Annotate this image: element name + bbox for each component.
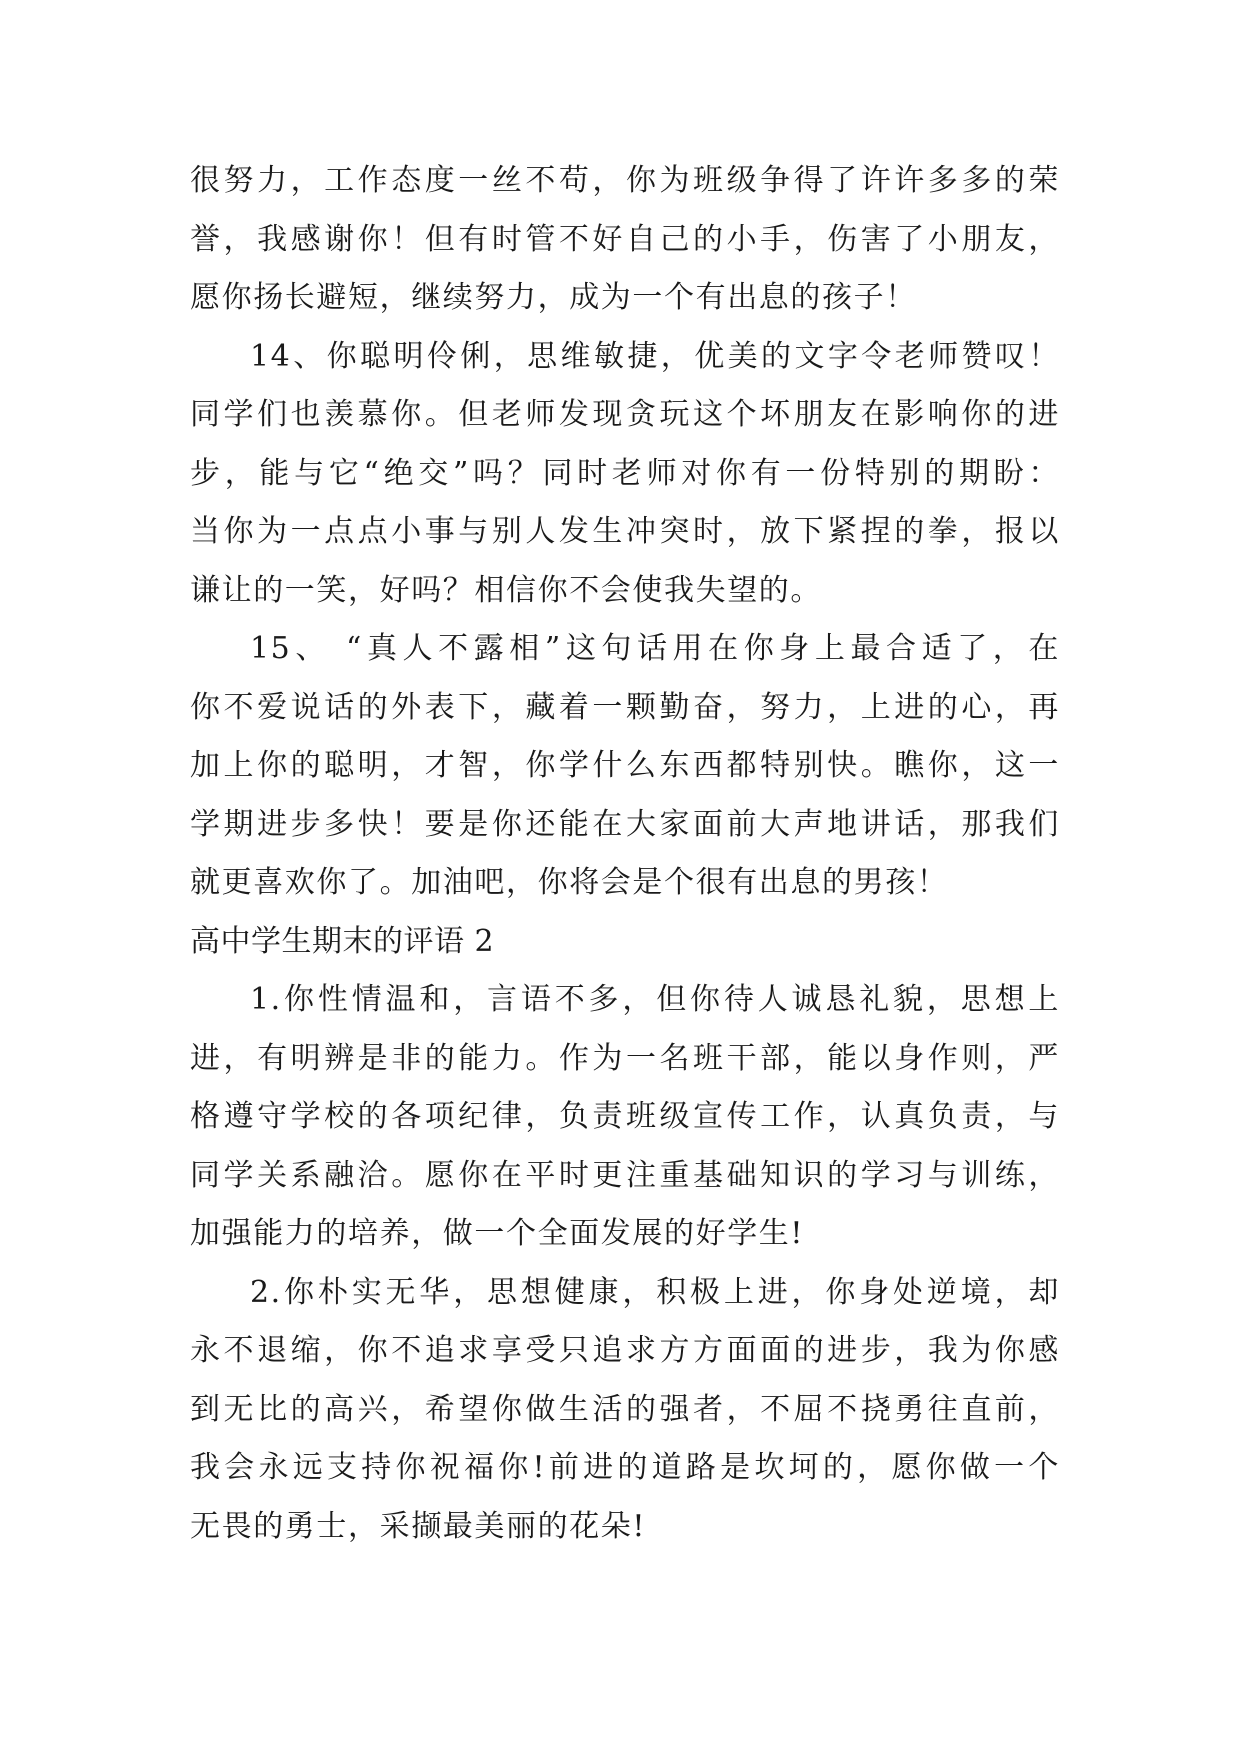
- text-line: 到无比的高兴，希望你做生活的强者，不屈不挠勇往直前，: [190, 1391, 1060, 1427]
- text-line: 同学关系融洽。愿你在平时更注重基础知识的学习与训练，: [190, 1157, 1060, 1193]
- text-line: 2.你朴实无华，思想健康，积极上进，你身处逆境，却: [250, 1274, 1060, 1310]
- text-line: 愿你扬长避短，继续努力，成为一个有出息的孩子！: [190, 280, 917, 315]
- text-line: 14、你聪明伶俐，思维敏捷，优美的文字令老师赞叹！: [250, 338, 1060, 374]
- document-body: [190, 152, 1060, 1556]
- text-line: 15、 “真人不露相”这句话用在你身上最合适了，在: [250, 631, 1060, 666]
- text-line: 1.你性情温和，言语不多，但你待人诚恳礼貌，思想上: [250, 982, 1060, 1017]
- text-line: 永不退缩，你不追求享受只追求方方面面的进步，我为你感: [190, 1333, 1060, 1368]
- text-line: 步，能与它“绝交”吗？同时老师对你有一份特别的期盼：: [190, 455, 1060, 491]
- text-line: 无畏的勇士，采撷最美丽的花朵!: [190, 1508, 647, 1544]
- text-line: 同学们也羡慕你。但老师发现贪玩这个坏朋友在影响你的进: [190, 397, 1060, 432]
- text-line: 誉，我感谢你！但有时管不好自己的小手，伤害了小朋友，: [190, 221, 1060, 257]
- text-line: 谦让的一笑，好吗？相信你不会使我失望的。: [190, 572, 822, 608]
- text-line: 加上你的聪明，才智，你学什么东西都特别快。瞧你，这一: [190, 748, 1060, 783]
- section-heading: 高中学生期末的评语 2: [190, 923, 495, 959]
- text-line: 进，有明辨是非的能力。作为一名班干部，能以身作则，严: [190, 1040, 1060, 1076]
- text-line: 我会永远支持你祝福你!前进的道路是坎坷的，愿你做一个: [190, 1450, 1060, 1485]
- text-line: 很努力，工作态度一丝不苟，你为班级争得了许许多多的荣: [190, 163, 1060, 198]
- text-line: 当你为一点点小事与别人发生冲突时，放下紧捏的拳，报以: [190, 514, 1060, 549]
- text-line: 就更喜欢你了。加油吧，你将会是个很有出息的男孩！: [190, 865, 949, 900]
- text-line: 你不爱说话的外表下，藏着一颗勤奋，努力，上进的心，再: [190, 689, 1060, 725]
- text-line: 加强能力的培养，做一个全面发展的好学生!: [190, 1216, 805, 1251]
- text-line: 格遵守学校的各项纪律，负责班级宣传工作，认真负责，与: [190, 1099, 1060, 1134]
- text-line: 学期进步多快！要是你还能在大家面前大声地讲话，那我们: [190, 806, 1060, 842]
